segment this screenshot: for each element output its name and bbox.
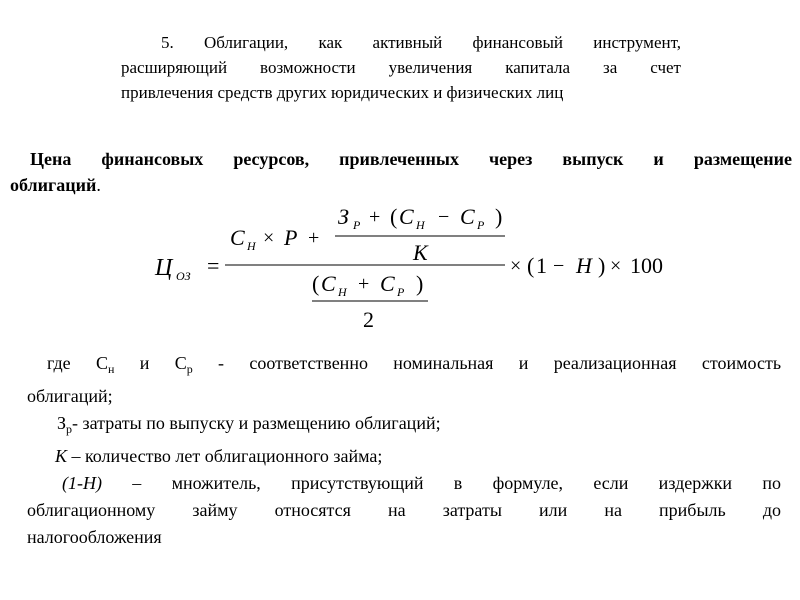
inner-z: З <box>338 204 349 229</box>
def-c-sale: $С_р$ <box>174 353 193 376</box>
definition-line-2 <box>27 410 781 443</box>
definition-line-1b: облигаций; <box>27 386 113 406</box>
slide-heading <box>121 30 681 105</box>
inner-c1-sub: Н <box>416 218 425 232</box>
def-z-sub: р <box>66 422 73 436</box>
def-factor-text: – множитель, присутствующий в формуле, если издержки по <box>101 473 781 493</box>
inner-z-sub: Р <box>353 218 361 232</box>
def-cost-text: - соответственно номинальная и реализационная стоимость <box>218 353 782 373</box>
den-c1: C <box>321 271 336 296</box>
mult-times-1: × <box>510 255 522 277</box>
mult-minus: − <box>553 255 565 277</box>
mult-times-2: × <box>610 255 622 277</box>
mult-lparen: ( <box>527 253 535 278</box>
mult-hundred: 100 <box>630 253 663 278</box>
mult-h: H <box>576 253 592 278</box>
inner-rparen: ) <box>495 204 503 229</box>
inner-c2: C <box>460 204 475 229</box>
inner-c2-sub: Р <box>477 218 485 232</box>
den-c1-sub: Н <box>338 285 347 299</box>
inner-minus: − <box>438 206 450 228</box>
num-p: P <box>284 225 298 250</box>
definition-line-3 <box>27 443 781 470</box>
mult-one: 1 <box>536 253 547 278</box>
formula-lhs: Ц <box>155 255 173 281</box>
inner-c1: C <box>399 204 414 229</box>
def-where: где <box>47 353 71 373</box>
def-k: К <box>55 446 67 466</box>
definition-line-5: облигационному займу относятся на затраты или на прибыль до <box>27 500 781 520</box>
formula-svg <box>140 195 700 340</box>
def-k-text: – количество лет облигационного займа; <box>66 446 383 466</box>
formula-lhs-sub: ОЗ <box>176 269 191 283</box>
intro-period: . <box>96 175 101 195</box>
def-c-nominal: $С_н$ <box>95 353 115 376</box>
inner-lparen: ( <box>390 204 398 229</box>
inner-k: K <box>413 240 428 265</box>
num-c: C <box>230 225 245 250</box>
heading-line-2: расширяющий возможности увеличения капитала за счет <box>121 58 681 77</box>
mult-rparen: ) <box>598 253 606 278</box>
intro-bold-line-1: Цена финансовых ресурсов, привлеченных через выпуск и размещение <box>30 149 792 169</box>
definition-line-4 <box>27 470 781 497</box>
def-z: З <box>57 413 67 433</box>
def-z-text: - затраты по выпуску и размещению облигаций; <box>72 413 441 433</box>
bond-cost-formula <box>140 195 700 340</box>
definition-line-1 <box>27 350 781 383</box>
den-rparen: ) <box>416 271 424 296</box>
definition-line-6: налогообложения <box>27 527 162 547</box>
intro-paragraph <box>10 146 792 198</box>
formula-equals: = <box>207 253 220 278</box>
intro-bold-line-2: облигаций <box>10 175 97 195</box>
den-c2: C <box>380 271 395 296</box>
num-plus: + <box>308 227 320 249</box>
definitions <box>27 350 781 551</box>
heading-line-1: 5. Облигации, как активный финансовый инструмент, <box>161 33 681 52</box>
num-times: × <box>263 227 275 249</box>
den-two: 2 <box>363 307 374 332</box>
inner-plus: + <box>369 206 381 228</box>
num-c-sub-h: Н <box>247 239 256 253</box>
den-lparen: ( <box>312 271 320 296</box>
den-plus: + <box>358 273 370 295</box>
den-c2-sub: Р <box>397 285 405 299</box>
def-and: и <box>139 353 150 373</box>
def-factor: (1-Н) <box>62 473 102 493</box>
heading-line-3: привлечения средств других юридических и физических лиц <box>121 83 564 102</box>
